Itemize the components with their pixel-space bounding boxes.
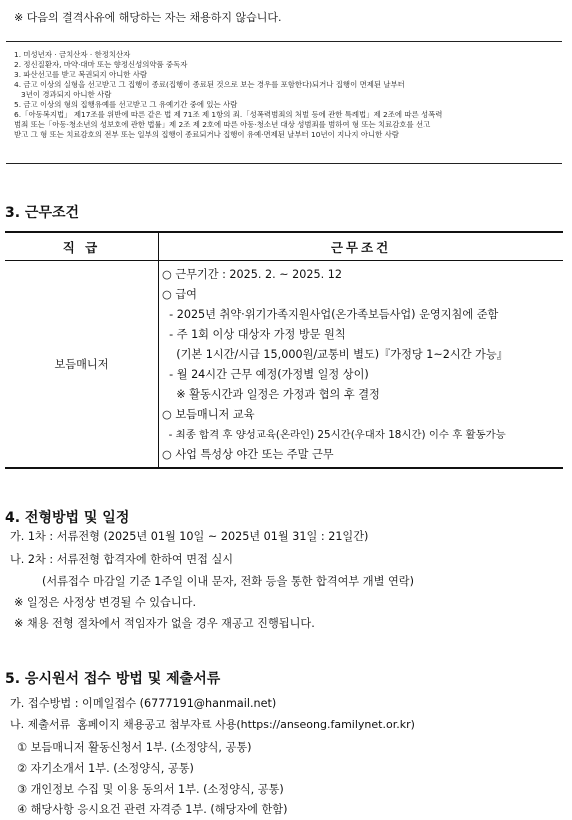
document-item: ④ 해당사항 응시요건 관련 자격증 1부. (해당자에 한함) <box>17 803 288 816</box>
disqualification-item: 5. 금고 이상의 형의 집행유예를 선고받고 그 유예기간 중에 있는 사람 <box>14 100 238 109</box>
disqualification-item: 3년이 경과되지 아니한 사람 <box>14 90 112 99</box>
schedule-line: 나. 2차 : 서류전형 합격자에 한하여 면접 실시 <box>10 553 234 566</box>
disqualification-notice: ※ 다음의 결격사유에 해당하는 자는 채용하지 않습니다. <box>14 11 282 24</box>
work-conditions-table <box>5 231 563 469</box>
grade-cell: 보듬매니저 <box>5 261 159 469</box>
document-item: ② 자기소개서 1부. (소정양식, 공통) <box>17 762 194 775</box>
disqualification-item: 4. 금고 이상의 실형을 선고받고 그 집행이 종료(집행이 종료된 것으로 보는 경우를 포함한다)되거나 집행이 면제된 날부터 <box>14 80 405 89</box>
disqualification-item: 3. 파산선고를 받고 복권되지 아니한 사람 <box>14 70 148 79</box>
section-4-title: 4. 전형방법 및 일정 <box>5 510 130 526</box>
document-item: ③ 개인정보 수집 및 이용 동의서 1부. (소정양식, 공통) <box>17 783 284 796</box>
column-header-conditions: 근무조건 <box>159 232 564 261</box>
condition-line: ○ 급여 <box>162 288 197 301</box>
condition-line: ○ 근무기간 : 2025. 2. ~ 2025. 12 <box>162 268 342 281</box>
application-line: 가. 접수방법 : 이메일접수 (6777191@hanmail.net) <box>10 697 277 710</box>
section-3-title: 3. 근무조건 <box>5 205 80 221</box>
condition-line: ○ 사업 특성상 야간 또는 주말 근무 <box>162 448 334 461</box>
section-5-title: 5. 응시원서 접수 방법 및 제출서류 <box>5 671 221 687</box>
disqualification-item: 1. 미성년자 · 금치산자 · 한정치산자 <box>14 50 131 59</box>
disqualification-list <box>6 41 562 164</box>
schedule-note: ※ 채용 전형 절차에서 적임자가 없을 경우 재공고 진행됩니다. <box>14 617 315 630</box>
application-line: 나. 제출서류 홈페이지 채용공고 첨부자료 사용(https://anseong.familynet.or.kr) <box>10 718 415 731</box>
conditions-cell <box>159 261 564 469</box>
column-header-grade: 직 급 <box>5 232 159 261</box>
document-item: ① 보듬매니저 활동신청서 1부. (소정양식, 공통) <box>17 741 252 754</box>
schedule-line: (서류접수 마감일 기준 1주일 이내 문자, 전화 등을 통한 합격여부 개별 연락) <box>10 575 414 588</box>
disqualification-item: 6.「아동복지법」 제17조를 위반에 따른 같은 법 제 71조 제 1항의 죄.「성폭력범죄의 처벌 등에 관한 특례법」제 2조에 따른 성폭력 <box>14 110 443 119</box>
schedule-note: ※ 일정은 사정상 변경될 수 있습니다. <box>14 596 197 609</box>
condition-line: - 2025년 취약·위기가족지원사업(온가족보듬사업) 운영지침에 준함 <box>162 308 499 321</box>
schedule-line: 가. 1차 : 서류전형 (2025년 01월 10일 ~ 2025년 01월 31일 : 21일간) <box>10 530 369 543</box>
table-header-row <box>5 232 563 261</box>
disqualification-item: 범죄 또는「아동·청소년의 성보호에 관한 법률」제 2조 제 2호에 따른 아동·청소년 대상 성범죄를 범하여 형 또는 치료감호를 선고 <box>14 120 431 129</box>
condition-line: - 최종 합격 후 양성교육(온라인) 25시간(우대자 18시간) 이수 후 활동가능 <box>162 429 506 441</box>
condition-line: - 주 1회 이상 대상자 가정 방문 원칙 <box>162 328 346 341</box>
condition-line: (기본 1시간/시급 15,000원/교통비 별도)『가정당 1~2시간 가능』 <box>162 348 508 361</box>
table-row <box>5 261 563 469</box>
disqualification-item: 2. 정신질환자, 마약·대마 또는 향정신성의약품 중독자 <box>14 60 188 69</box>
condition-line: - 월 24시간 근무 예정(가정별 일정 상이) <box>162 368 369 381</box>
condition-line: ※ 활동시간과 일정은 가정과 협의 후 결정 <box>162 388 380 401</box>
disqualification-item: 받고 그 형 또는 치료감호의 전부 또는 일부의 집행이 종료되거나 집행이 유예·면제된 날부터 10년이 지나지 아니한 사람 <box>14 130 399 139</box>
condition-line: ○ 보듬매니저 교육 <box>162 408 255 421</box>
